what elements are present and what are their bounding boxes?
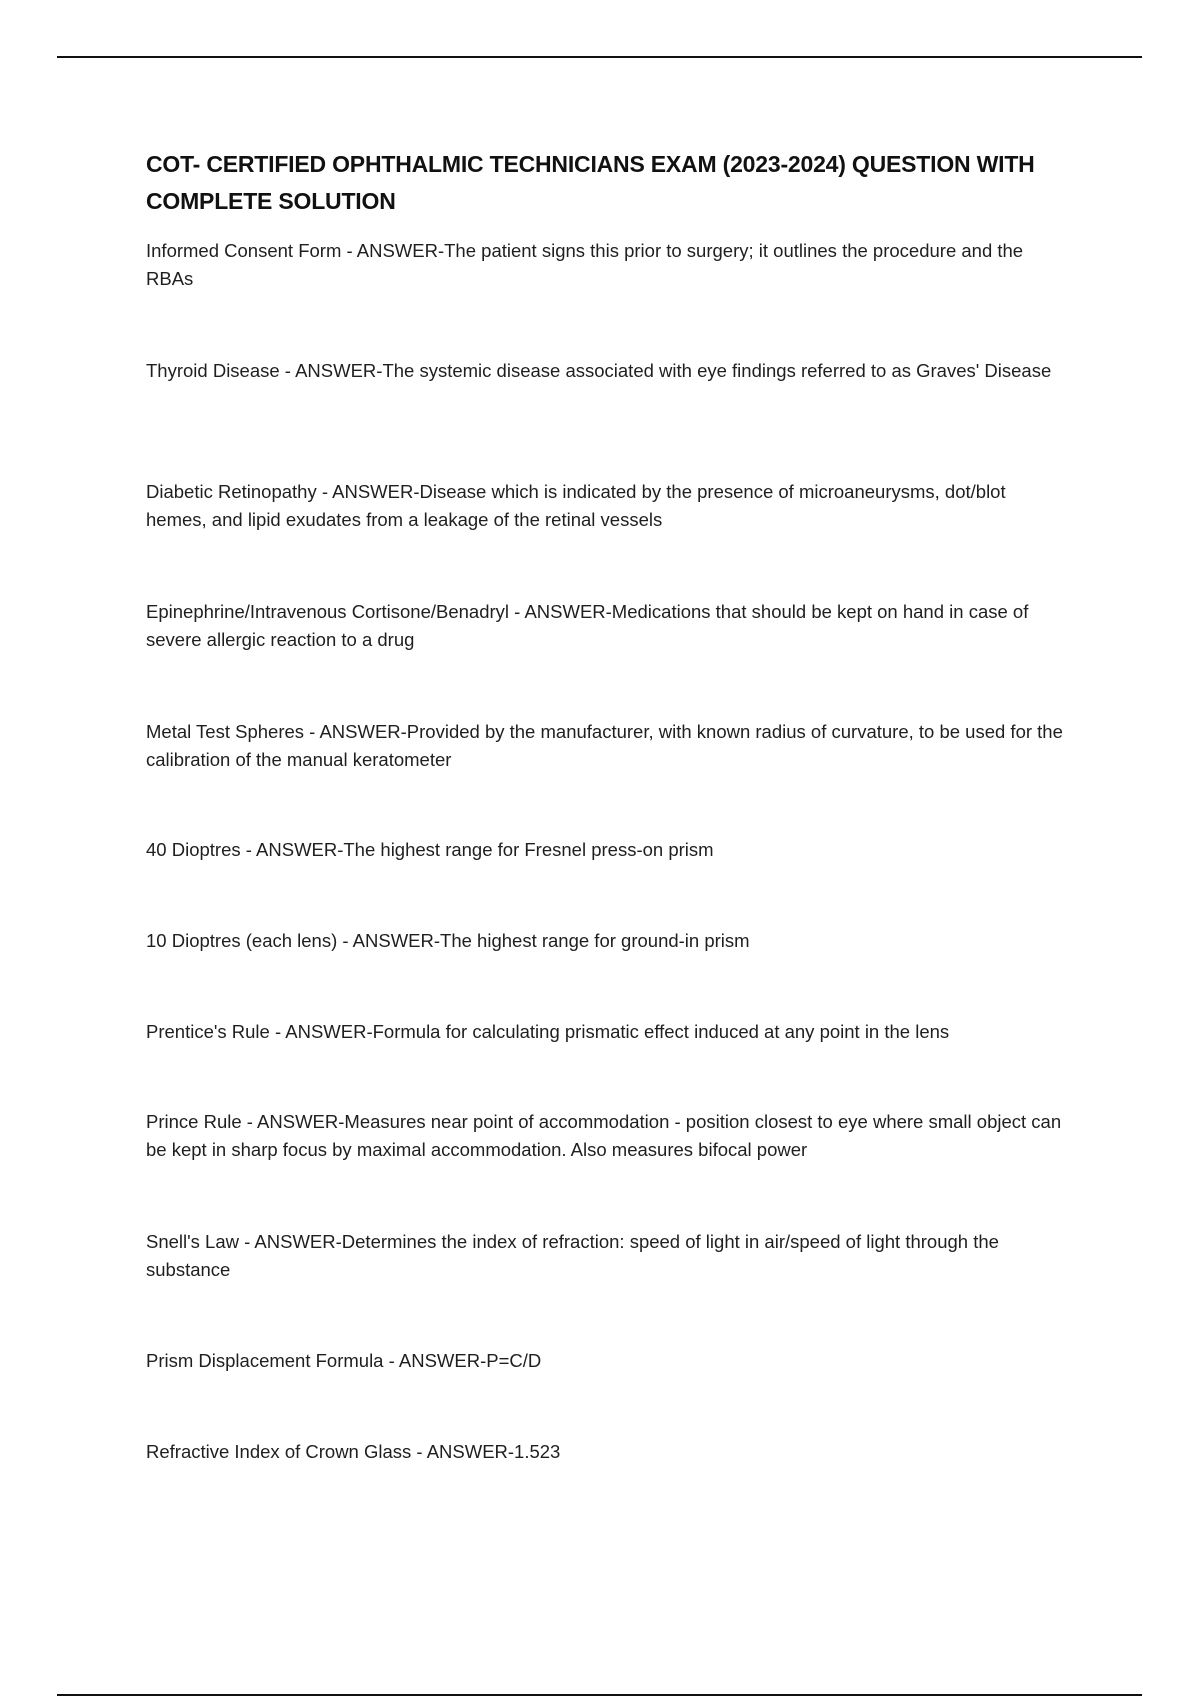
qa-item-prism-displacement: Prism Displacement Formula - ANSWER-P=C/D: [146, 1350, 542, 1371]
qa-item-snells-law: Snell's Law - ANSWER-Determines the index of refraction: speed of light in air/speed of light through the substance: [146, 1231, 999, 1280]
qa-item-epinephrine: Epinephrine/Intravenous Cortisone/Benadryl - ANSWER-Medications that should be kept on hand in case of severe allergic reaction to a drug: [146, 601, 1029, 650]
bottom-divider: [57, 1694, 1142, 1696]
qa-item-40-dioptres: 40 Dioptres - ANSWER-The highest range for Fresnel press-on prism: [146, 839, 714, 860]
qa-item-thyroid-disease: Thyroid Disease - ANSWER-The systemic disease associated with eye findings referred to as Graves' Disease: [146, 360, 1052, 381]
document-content: [146, 146, 1066, 1462]
document-title: COT- CERTIFIED OPHTHALMIC TECHNICIANS EXAM (2023-2024) QUESTION WITH COMPLETE SOLUTION: [146, 151, 1035, 214]
qa-item-10-dioptres: 10 Dioptres (each lens) - ANSWER-The highest range for ground-in prism: [146, 930, 750, 951]
qa-item-informed-consent: Informed Consent Form - ANSWER-The patient signs this prior to surgery; it outlines the procedure and the RBAs: [146, 240, 1024, 289]
top-divider: [57, 56, 1142, 58]
qa-item-prince-rule: Prince Rule - ANSWER-Measures near point of accommodation - position closest to eye where small object can be kept in sharp focus by maximal accommodation. Also measures bifocal power: [146, 1111, 1062, 1160]
qa-item-crown-glass: Refractive Index of Crown Glass - ANSWER-1.523: [146, 1441, 561, 1462]
qa-item-prentices-rule: Prentice's Rule - ANSWER-Formula for calculating prismatic effect induced at any point in the lens: [146, 1021, 950, 1042]
qa-item-diabetic-retinopathy: Diabetic Retinopathy - ANSWER-Disease which is indicated by the presence of microaneurysms, dot/blot hemes, and lipid exudates from a leakage of the retinal vessels: [146, 481, 1006, 530]
qa-item-metal-test-spheres: Metal Test Spheres - ANSWER-Provided by the manufacturer, with known radius of curvature, to be used for the calibration of the manual keratometer: [146, 721, 1063, 770]
